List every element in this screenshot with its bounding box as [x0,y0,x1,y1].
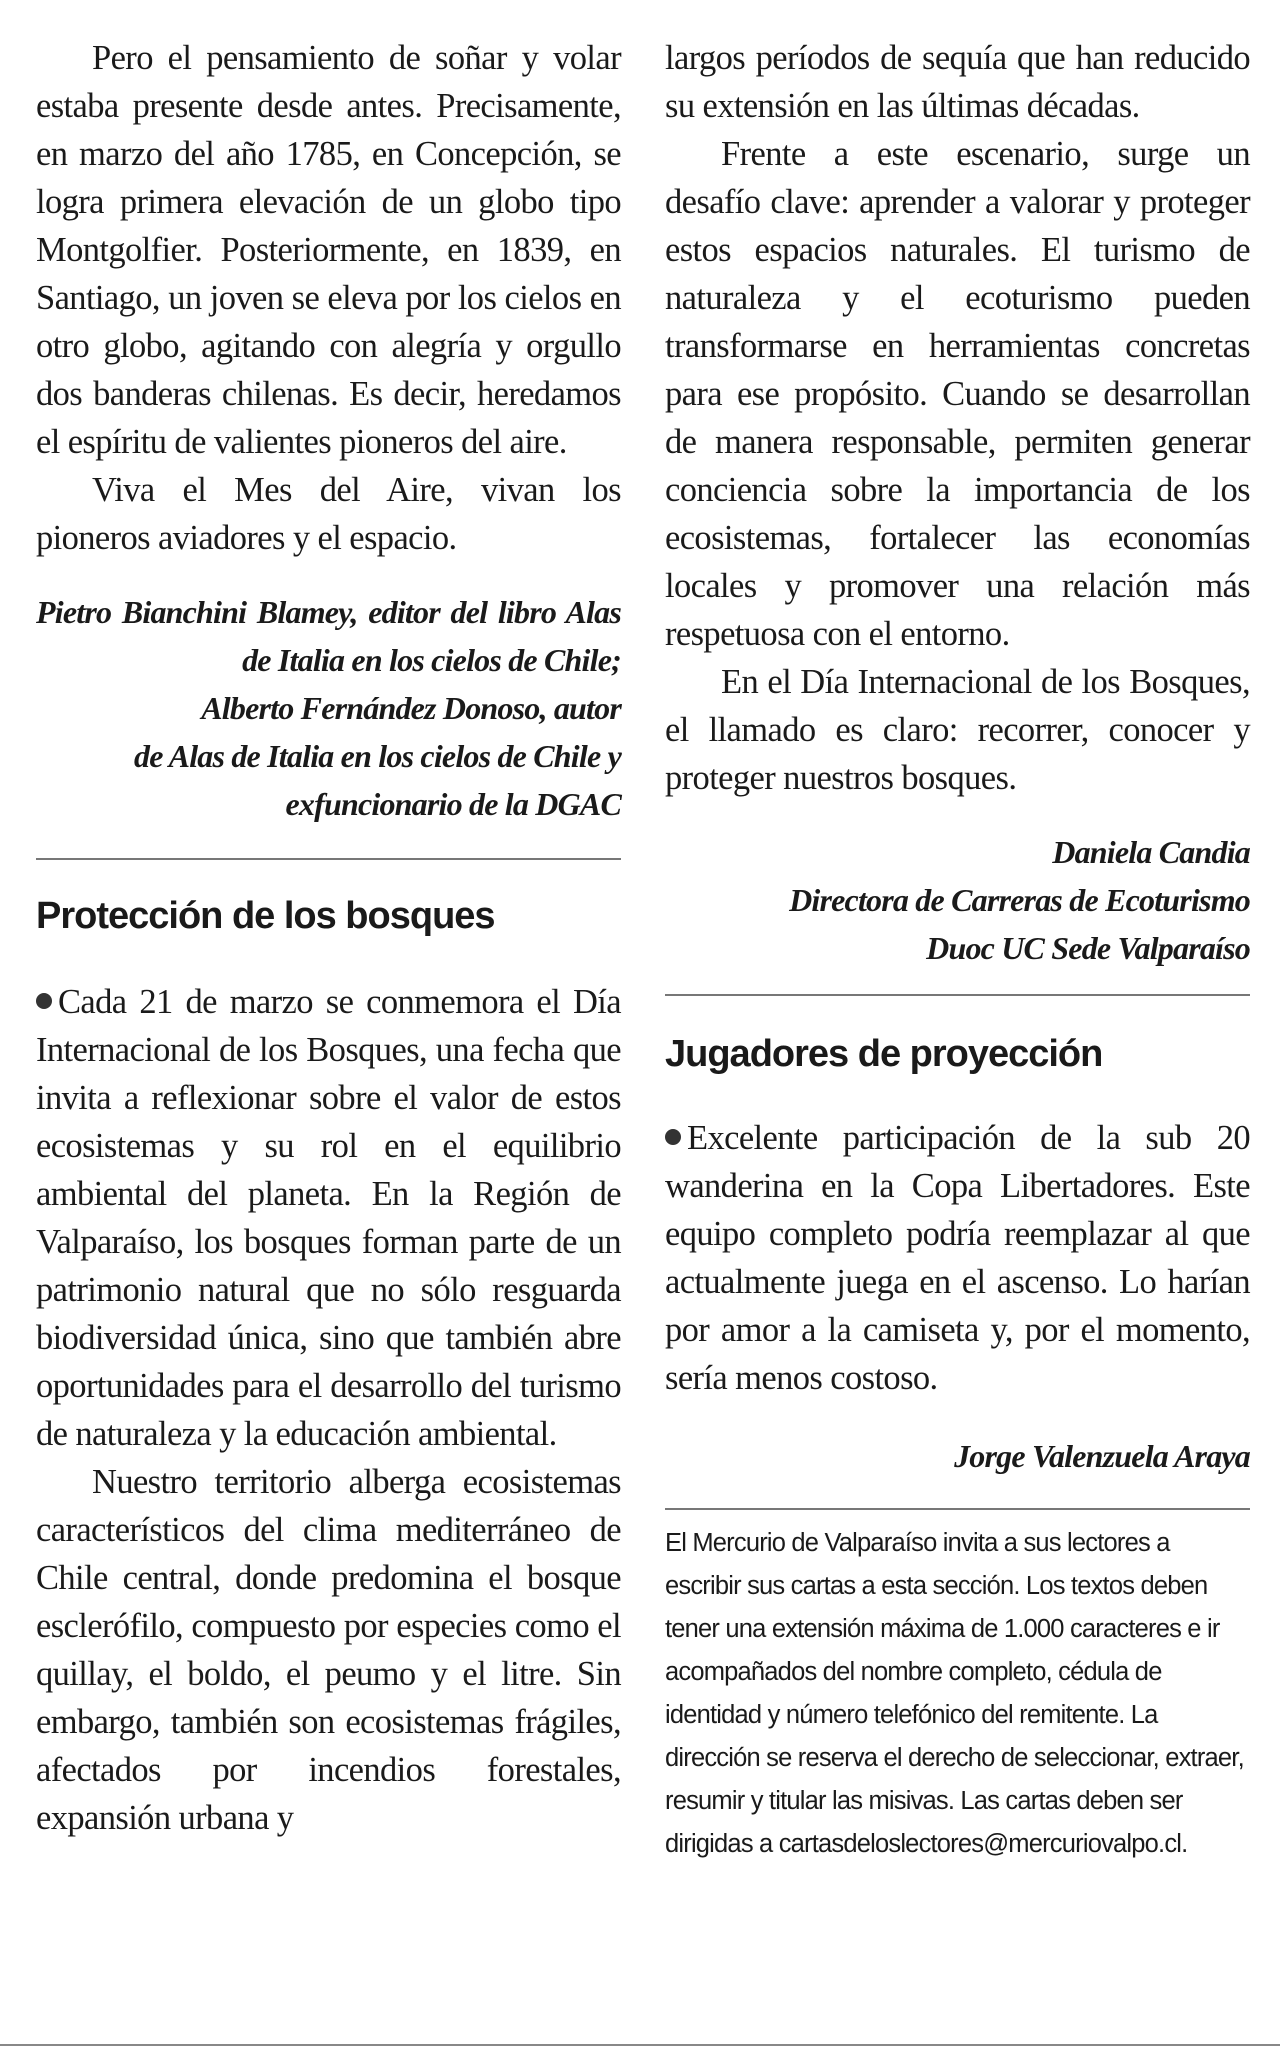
aire-signature-line-4: exfuncionario de la DGAC [285,786,621,822]
right-column [665,34,1250,1866]
aire-paragraph-1: Pero el pensamiento de soñar y volar estaba presente desde antes. Precisamente, en marzo del año 1785, en Concepción, se logra primera elevación de un globo tipo Montgolfier. Posteriormente, en 1839, en Santiago, un joven se eleva por los cielos en otro globo, agitando con alegría y orgullo dos banderas chilenas. Es decir, heredamos el espíritu de valientes pioneros del aire. [36,39,621,461]
jugadores-paragraph [665,1114,1250,1402]
letters-notice: El Mercurio de Valparaíso invita a sus lectores a escribir sus cartas a esta sección. Los textos deben tener una extensión máxima de 1.000 caracteres e ir acompañados del nombre completo, cédula de identidad y número telefónico del remitente. La dirección se reserva el derecho de seleccionar, extraer, resumir y titular las misivas. Las cartas deben ser dirigidas a cartasdeloslectores@mercuriovalpo.cl. [665,1529,1244,1858]
jugadores-paragraph-text: Excelente participación de la sub 20 wanderina en la Copa Libertadores. Este equipo completo podría reemplazar al que actualmente juega en el ascenso. Lo harían por amor a la camiseta y, por el momento, sería menos costoso. [665,1119,1250,1397]
jugadores-title: Jugadores de proyección [665,1033,1103,1075]
bosques-continued-3: En el Día Internacional de los Bosques, el llamado es claro: recorrer, conocer y proteger nuestros bosques. [665,663,1250,797]
left-column [36,34,621,1842]
bullet-icon [36,993,52,1009]
page-bottom-rule [0,2044,1280,2046]
aire-paragraph-2: Viva el Mes del Aire, vivan los pioneros aviadores y el espacio. [36,471,621,557]
bosques-signature [665,828,1250,972]
bosques-paragraph-1-text: Cada 21 de marzo se conmemora el Día Internacional de los Bosques, una fecha que invita a reflexionar sobre el valor de estos ecosistemas y su rol en el equilibrio ambiental del planeta. En la Región de Valparaíso, los bosques forman parte de un patrimonio natural que no sólo resguarda biodiversidad única, sino que también abre oportunidades para el desarrollo del turismo de naturaleza y la educación ambiental. [36,983,621,1453]
bosques-signature-line-1: Daniela Candia [1052,834,1250,870]
aire-signature-line-3: de Alas de Italia en los cielos de Chile y [134,738,621,774]
bosques-signature-line-3: Duoc UC Sede Valparaíso [926,930,1250,966]
bosques-continued-2: Frente a este escenario, surge un desafío clave: aprender a valorar y proteger estos espacios naturales. El turismo de naturaleza y el ecoturismo pueden transformarse en herramientas concretas para ese propósito. Cuando se desarrollan de manera responsable, permiten generar conciencia sobre la importancia de los ecosistemas, fortalecer las economías locales y promover una relación más respetuosa con el entorno. [665,135,1250,653]
bosques-paragraph-2: Nuestro territorio alberga ecosistemas característicos del clima mediterráneo de Chile central, donde predomina el bosque esclerófilo, compuesto por especies como el quillay, el boldo, el peumo y el litre. Sin embargo, también son ecosistemas frágiles, afectados por incendios forestales, expansión urbana y [36,1463,621,1837]
aire-signature-line-1: Pietro Bianchini Blamey, editor del libro Alas de Italia en los cielos de Chile; [36,594,621,678]
aire-signature-line-2: Alberto Fernández Donoso, autor [201,690,621,726]
bosques-paragraph-1 [36,978,621,1458]
bullet-icon [665,1129,681,1145]
jugadores-signature: Jorge Valenzuela Araya [954,1438,1250,1474]
bosques-continued-1: largos períodos de sequía que han reducido su extensión en las últimas décadas. [665,39,1250,125]
bosques-signature-line-2: Directora de Carreras de Ecoturismo [789,882,1250,918]
bosques-title: Protección de los bosques [36,895,495,937]
aire-signature [36,588,621,828]
